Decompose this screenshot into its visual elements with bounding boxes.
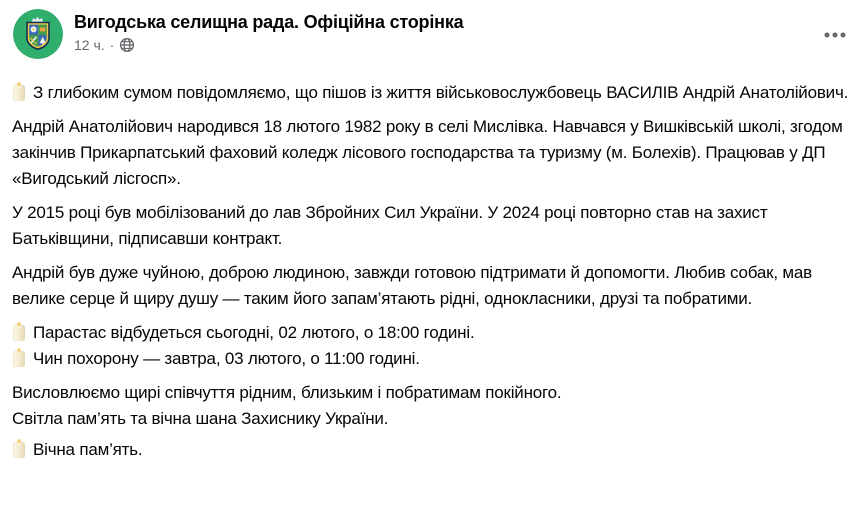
candle-icon	[12, 322, 26, 341]
paragraph-text: У 2015 році був мобілізований до лав Збройних Сил України. У 2024 році повторно став на захист Батьківщини, підписавши контракт.	[12, 203, 768, 248]
post-paragraph	[12, 80, 853, 106]
candle-icon	[12, 439, 26, 458]
candle-icon	[12, 348, 26, 367]
post-paragraph	[12, 200, 853, 252]
meta-separator: ·	[109, 37, 115, 53]
page-avatar[interactable]	[13, 9, 63, 59]
post-content	[0, 80, 865, 463]
paragraph-text: Андрій був дуже чуйною, доброю людиною, завжди готовою підтримати й допомогти. Любив собак, мав велике серце й щиру душу — таким його запам’ятають рідні, однокласники, друзі та побратими.	[12, 263, 812, 308]
post-paragraph	[12, 406, 853, 432]
page-name-link[interactable]: Вигодська селищна рада. Офіційна сторінка	[74, 12, 464, 32]
timestamp[interactable]: 12 ч.	[74, 37, 105, 53]
paragraph-text: Андрій Анатолійович народився 18 лютого 1982 року в селі Мислівка. Навчався у Вишківській школі, згодом закінчив Прикарпатський фаховий коледж лісового господарства та туризму (м. Болехів). Працював у ДП «Вигодський лісгосп».	[12, 117, 843, 188]
header-info	[74, 9, 463, 53]
post-paragraph	[12, 260, 853, 312]
post-paragraph	[12, 437, 853, 463]
post-paragraph	[12, 114, 853, 192]
more-options-button[interactable]	[821, 26, 849, 49]
paragraph-text: Парастас відбудеться сьогодні, 02 лютого, о 18:00 годині.	[33, 323, 475, 342]
paragraph-text: З глибоким сумом повідомляємо, що пішов із життя військовослужбовець ВАСИЛІВ Андрій Анатолійович.	[33, 83, 849, 102]
three-dots-icon	[823, 28, 847, 42]
paragraph-text: Висловлюємо щирі співчуття рідним, близьким і побратимам покійного.	[12, 383, 562, 402]
post-paragraph	[12, 380, 853, 406]
post-paragraph	[12, 320, 853, 346]
candle-icon	[12, 82, 26, 101]
post-paragraph	[12, 346, 853, 372]
paragraph-text: Чин похорону — завтра, 03 лютого, о 11:00 годині.	[33, 349, 420, 368]
paragraph-text: Світла пам’ять та вічна шана Захиснику України.	[12, 409, 389, 428]
post-meta	[74, 37, 463, 53]
post-header	[0, 0, 865, 59]
globe-public-icon	[119, 37, 135, 53]
paragraph-text: Вічна пам’ять.	[33, 440, 143, 459]
